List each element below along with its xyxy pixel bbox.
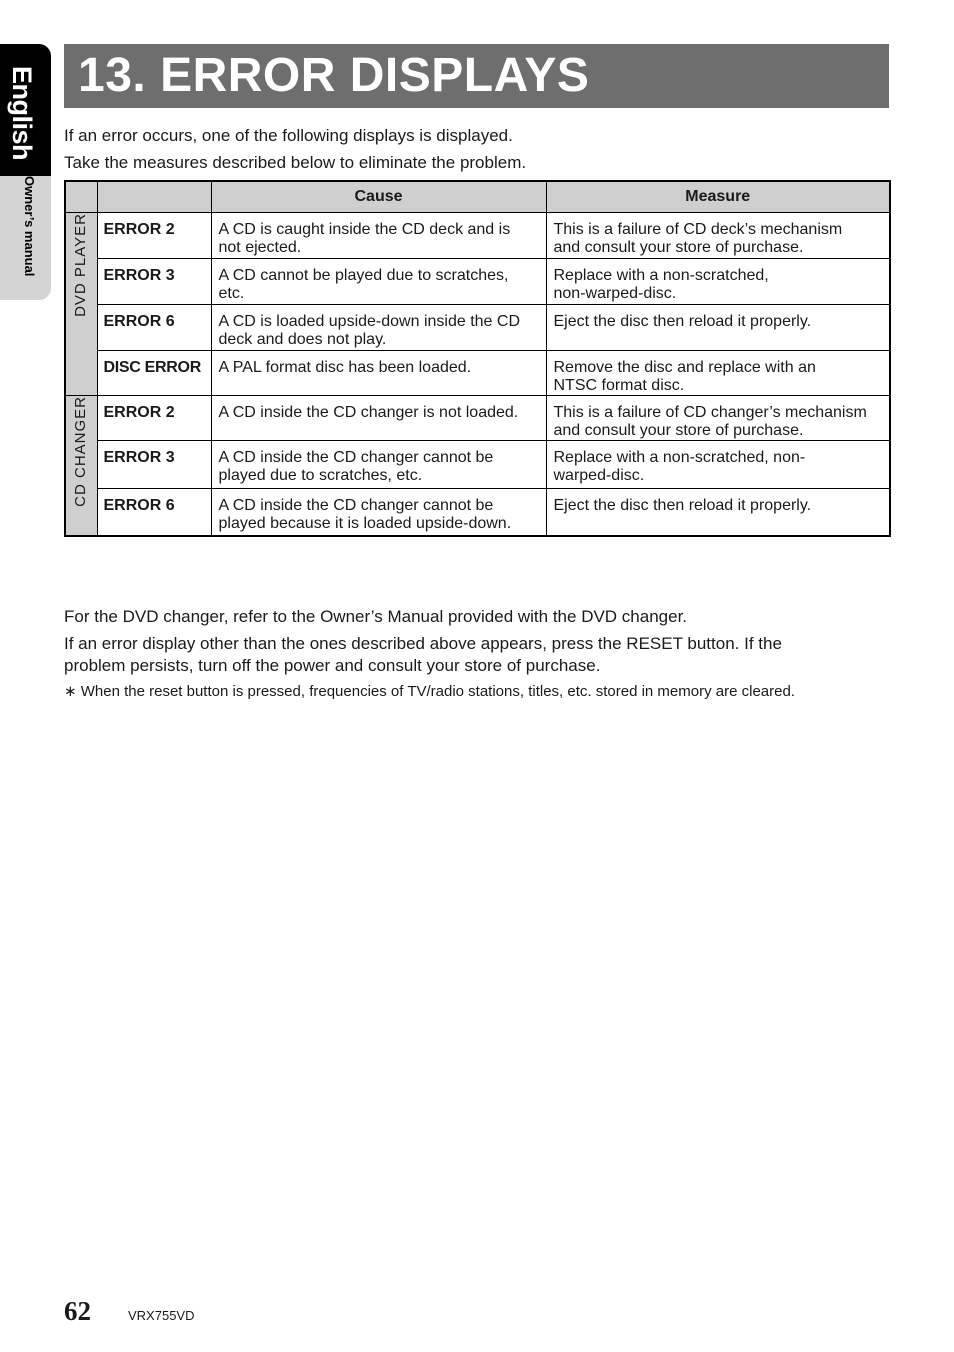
measure-line: and consult your store of purchase.	[553, 422, 804, 439]
cause-cell	[211, 305, 546, 351]
memory-note: ∗ When the reset button is pressed, frequencies of TV/radio stations, titles, etc. stored in memory are cleared.	[64, 683, 795, 700]
cause-line: not ejected.	[218, 239, 302, 256]
error-code: ERROR 3	[97, 259, 211, 305]
cause-line: played because it is loaded upside-down.	[218, 515, 512, 532]
cause-line: A PAL format disc has been loaded.	[218, 359, 472, 376]
measure-line: Eject the disc then reload it properly.	[553, 497, 812, 514]
header-blank-1	[65, 181, 97, 213]
cause-line: played due to scratches, etc.	[218, 467, 423, 484]
table-header-row	[65, 181, 890, 213]
error-code: ERROR 3	[97, 441, 211, 489]
side-tab	[0, 44, 51, 300]
measure-cell	[546, 259, 890, 305]
cause-line: A CD is loaded upside-down inside the CD	[218, 313, 520, 330]
model-number: VRX755VD	[128, 1308, 195, 1323]
measure-line: NTSC format disc.	[553, 377, 685, 394]
cause-line: A CD inside the CD changer cannot be	[218, 449, 494, 466]
group-label: CD CHANGER	[72, 396, 90, 507]
measure-line: This is a failure of CD deck’s mechanism	[553, 221, 843, 238]
group-label: DVD PLAYER	[72, 213, 90, 317]
measure-cell	[546, 305, 890, 351]
cause-cell	[211, 396, 546, 441]
header-blank-2	[97, 181, 211, 213]
cause-cell	[211, 259, 546, 305]
error-code: ERROR 6	[97, 305, 211, 351]
manual-label: Owner’s manual	[22, 176, 37, 277]
measure-line: warped-disc.	[553, 467, 645, 484]
page-title: 13. ERROR DISPLAYS	[78, 49, 590, 102]
page-number: 62	[64, 1296, 91, 1326]
table-row	[65, 441, 890, 489]
cause-cell	[211, 489, 546, 536]
reset-instruction-line-1: If an error display other than the ones described above appears, press the RESET button. If the	[64, 634, 782, 653]
header-measure: Measure	[546, 181, 890, 213]
measure-line: non-warped-disc.	[553, 285, 677, 302]
table-row	[65, 489, 890, 536]
measure-line: This is a failure of CD changer’s mechanism	[553, 404, 867, 421]
error-code: ERROR 6	[97, 489, 211, 536]
intro-line-1: If an error occurs, one of the following displays is displayed.	[64, 126, 513, 145]
cause-line: A CD inside the CD changer cannot be	[218, 497, 494, 514]
cause-cell	[211, 441, 546, 489]
measure-cell	[546, 441, 890, 489]
measure-line: Eject the disc then reload it properly.	[553, 313, 812, 330]
title-bar	[64, 44, 889, 108]
table-row	[65, 351, 890, 396]
measure-line: Remove the disc and replace with an	[553, 359, 816, 376]
table-row	[65, 305, 890, 351]
error-code: ERROR 2	[97, 396, 211, 441]
cause-cell	[211, 351, 546, 396]
dvd-changer-note: For the DVD changer, refer to the Owner’s Manual provided with the DVD changer.	[64, 607, 688, 626]
table-row	[65, 396, 890, 441]
measure-cell	[546, 351, 890, 396]
language-tab	[0, 44, 51, 176]
cause-line: A CD inside the CD changer is not loaded.	[218, 404, 519, 421]
table-row	[65, 213, 890, 259]
header-cause: Cause	[211, 181, 546, 213]
cause-cell	[211, 213, 546, 259]
measure-cell	[546, 213, 890, 259]
measure-cell	[546, 396, 890, 441]
reset-instruction-line-2: problem persists, turn off the power and consult your store of purchase.	[64, 656, 601, 675]
cause-line: etc.	[218, 285, 245, 302]
group-dvd-player	[65, 213, 97, 396]
cause-line: deck and does not play.	[218, 331, 387, 348]
group-cd-changer	[65, 396, 97, 536]
intro-line-2: Take the measures described below to eliminate the problem.	[64, 153, 527, 172]
measure-line: Replace with a non-scratched, non-	[553, 449, 806, 466]
cause-line: A CD is caught inside the CD deck and is	[218, 221, 511, 238]
measure-cell	[546, 489, 890, 536]
error-code: ERROR 2	[97, 213, 211, 259]
error-table	[64, 180, 891, 537]
measure-line: Replace with a non-scratched,	[553, 267, 769, 284]
cause-line: A CD cannot be played due to scratches,	[218, 267, 509, 284]
language-label: English	[7, 66, 37, 161]
measure-line: and consult your store of purchase.	[553, 239, 804, 256]
error-code: DISC ERROR	[97, 351, 211, 396]
table-row	[65, 259, 890, 305]
